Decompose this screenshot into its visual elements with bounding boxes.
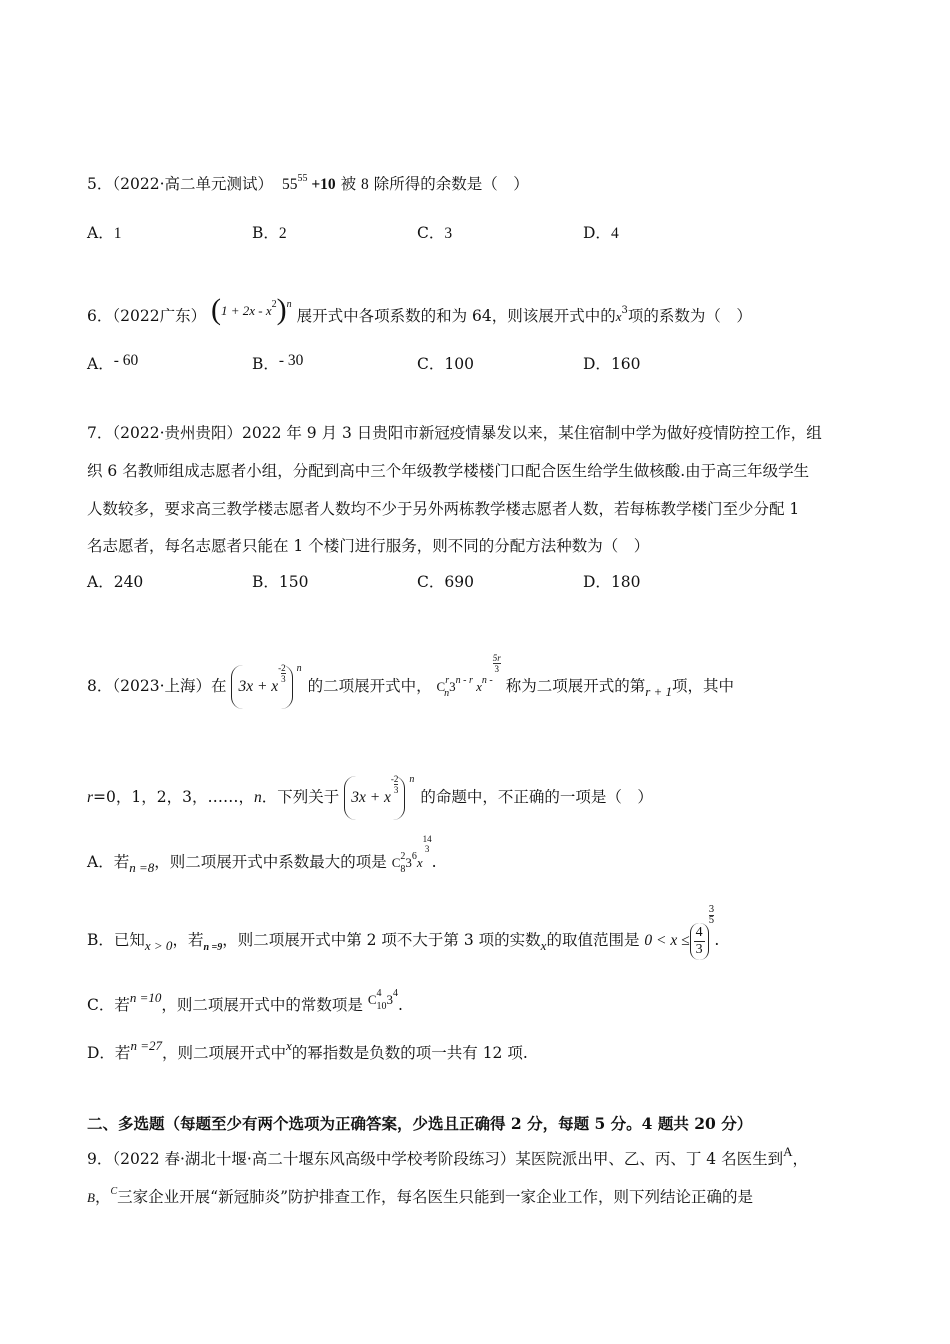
question-8-option-b[interactable]: B．已知$_{x > 0}$，若$_{n =9}$，则二项展开式中第 2 项不大于第 3 项的实数$_x$的取值范围是 0 < x ≤ $\frac{4}{3}$ $\frac{3}{5}$ . <box>87 923 719 960</box>
question-7-line-3: 人数较多，要求高三教学楼志愿者人数均不少于另外两栋教学楼志愿者人数，若每栋教学楼门至少分配 1 <box>87 500 800 518</box>
option-d[interactable]: D．180 <box>583 573 641 591</box>
term-expression: $C^2_83^6x$ 14 3 <box>391 834 432 875</box>
general-term: $C^r_n3^{n - r}$ $x^{n -}$ $\frac{5r}{3}$ <box>436 653 501 699</box>
question-7-line-1: 7．（2022·贵州贵阳）2022 年 9 月 3 日贵阳市新冠疫情暴发以来，某住宿制中学为做好疫情防控工作，组 <box>87 424 822 442</box>
question-5 <box>87 172 529 199</box>
option-a[interactable]: A．1 <box>87 224 122 242</box>
option-b[interactable]: B．- 30 <box>252 352 304 373</box>
question-8-line-1: 8．（2023·上海）在 3x + x - $\frac{2}{3}$ n 的二项展开式中， $C^r_n3^{n - r}$ $x^{n -}$ $\frac{5r}{3}$ 称为二项展开式的第$_{r + 1}$项，其中 <box>87 665 734 709</box>
question-9-line-1: 9．（2022 春·湖北十堰·高二十堰东风高级中学校考阶段练习）某医院派出甲、乙、丙、丁 4 名医生到$^A$， <box>87 1144 808 1168</box>
question-source: （2022广东） <box>112 307 207 325</box>
question-8-option-a[interactable]: A．若$_{n =8}$，则二项展开式中系数最大的项是 $C^2_83^6x$ 14 3 . <box>87 834 437 875</box>
question-number: 5． <box>87 175 113 193</box>
question-8-line-2: r=0，1，2，3，……，n．下列关于 3x + x - $\frac{2}{3}$ n 的命题中，不正确的一项是（ ） <box>87 776 653 820</box>
question-7-line-4: 名志愿者，每名志愿者只能在 1 个楼门进行服务，则不同的分配方法种数为（ ） <box>87 537 650 555</box>
question-6 <box>87 293 752 331</box>
expression: $55^{55} +10$ <box>281 173 336 193</box>
option-b[interactable]: B．150 <box>252 573 309 591</box>
question-text: 除所得的余数是（ ） <box>373 175 529 193</box>
question-text: 被 <box>340 175 357 193</box>
section-title: 二、多选题（每题至少有两个选项为正确答案，少选且正确得 2 分，每题 5 分。4 题共 20 分） <box>87 1114 753 1133</box>
binomial-expression: 3x + x - $\frac{2}{3}$ n <box>231 665 292 709</box>
term-variable: x <box>615 309 622 324</box>
question-9-line-2: B，$^C$三家企业开展“新冠肺炎”防护排查工作，每名医生只能到一家企业工作，则下列结论正确的是 <box>87 1186 753 1206</box>
question-8-option-d[interactable]: D．若$^{n =27}$，则二项展开式中$^x$的幂指数是负数的项一共有 12 项. <box>87 1038 528 1062</box>
option-a[interactable]: A．240 <box>87 573 144 591</box>
term-exponent: 3 <box>621 305 628 316</box>
option-c[interactable]: C．100 <box>417 355 474 373</box>
binomial-expression: 3x + x - $\frac{2}{3}$ n <box>344 776 405 820</box>
expression: (1 + 2x - x2)n <box>211 293 292 326</box>
option-c[interactable]: C．3 <box>417 224 453 242</box>
question-7-line-2: 织 6 名教师组成志愿者小组，分配到高中三个年级教学楼楼门口配合医生给学生做核酸.由于高三年级学生 <box>87 462 810 480</box>
option-d[interactable]: D．4 <box>583 224 619 242</box>
option-b[interactable]: B．2 <box>252 224 287 242</box>
question-text: 展开式中各项系数的和为 64，则该展开式中的 <box>296 307 616 325</box>
question-source: （2022·高二单元测试） <box>112 175 273 193</box>
option-d[interactable]: D．160 <box>583 355 641 373</box>
term-expression: C41034 <box>367 988 399 1012</box>
question-8-option-c[interactable]: C．若$^{n =10}$，则二项展开式中的常数项是 $^{C^4_{10}3^4}$. <box>87 988 403 1014</box>
option-a[interactable]: A．- 60 <box>87 352 139 373</box>
divisor: 8 <box>361 176 369 193</box>
question-number: 6． <box>87 307 113 325</box>
question-text: 项的系数为（ ） <box>627 307 752 325</box>
option-c[interactable]: C．690 <box>417 573 474 591</box>
